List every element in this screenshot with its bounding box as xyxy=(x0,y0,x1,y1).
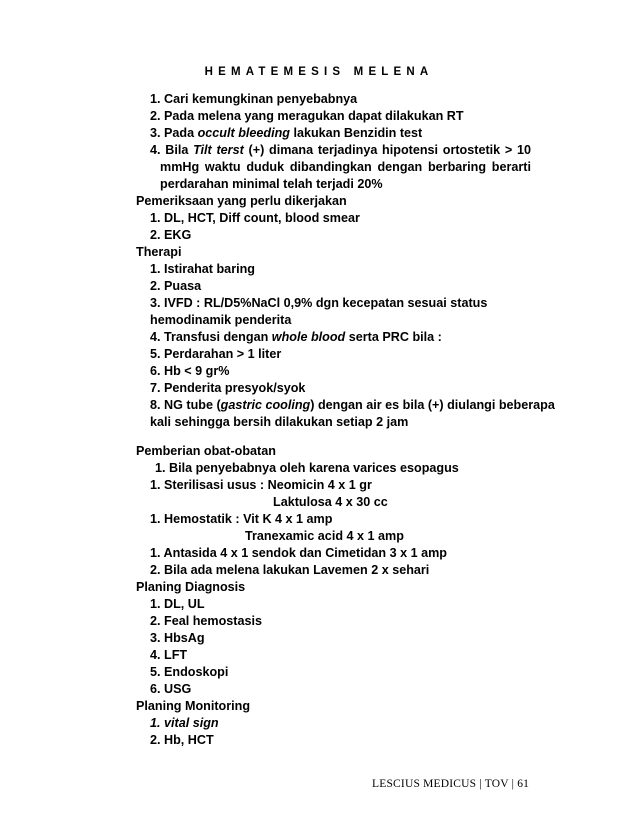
drugs-subheading: 1. Bila penyebabnya oleh karena varices esopagus xyxy=(155,461,459,475)
diagnosis-heading: Planing Diagnosis xyxy=(136,580,246,594)
therapy-item-1: 1. Istirahat baring xyxy=(150,262,255,276)
diagnosis-item-4: 4. LFT xyxy=(150,648,188,662)
therapy-item-8-line-2: kali sehingga bersih dilakukan setiap 2 jam xyxy=(150,415,409,429)
cause-item-2: 2. Pada melena yang meragukan dapat dilakukan RT xyxy=(150,109,464,123)
monitoring-item-1: 1. vital sign xyxy=(150,716,219,730)
therapy-item-2: 2. Puasa xyxy=(150,279,202,293)
page-footer: LESCIUS MEDICUS | TOV | 61 xyxy=(372,778,530,790)
therapy-item-3-line-1: 3. IVFD : RL/D5%NaCl 0,9% dgn kecepatan sesuai status xyxy=(150,296,488,310)
therapy-item-8-line-1: 8. NG tube (gastric cooling) dengan air es bila (+) diulangi beberapa xyxy=(150,398,555,412)
therapy-item-3-line-2: hemodinamik penderita xyxy=(150,313,292,327)
exam-item-2: 2. EKG xyxy=(150,228,192,242)
cause-item-4-line-1: 4. Bila Tilt terst (+) dimana terjadinya hipotensi ortostetik > 10 xyxy=(150,143,531,157)
drugs-item-tranexamic: Tranexamic acid 4 x 1 amp xyxy=(245,529,404,543)
diagnosis-item-6: 6. USG xyxy=(150,682,192,696)
drugs-item-hemostatik: 1. Hemostatik : Vit K 4 x 1 amp xyxy=(150,512,333,526)
drugs-item-antasida: 1. Antasida 4 x 1 sendok dan Cimetidan 3 x 1 amp xyxy=(150,546,447,560)
monitoring-item-2: 2. Hb, HCT xyxy=(150,733,214,747)
therapy-item-7: 7. Penderita presyok/syok xyxy=(150,381,306,395)
diagnosis-item-1: 1. DL, UL xyxy=(150,597,205,611)
therapy-heading: Therapi xyxy=(136,245,182,259)
cause-item-4-line-3: perdarahan minimal telah terjadi 20% xyxy=(160,177,383,191)
exam-heading: Pemeriksaan yang perlu dikerjakan xyxy=(136,194,347,208)
exam-item-1: 1. DL, HCT, Diff count, blood smear xyxy=(150,211,360,225)
cause-item-3: 3. Pada occult bleeding lakukan Benzidin test xyxy=(150,126,423,140)
diagnosis-item-5: 5. Endoskopi xyxy=(150,665,229,679)
cause-item-4-line-2: mmHg waktu duduk dibandingkan dengan berbaring berarti xyxy=(160,160,531,174)
diagnosis-item-2: 2. Feal hemostasis xyxy=(150,614,262,628)
therapy-item-6: 6. Hb < 9 gr% xyxy=(150,364,230,378)
cause-item-1: 1. Cari kemungkinan penyebabnya xyxy=(150,92,358,106)
drugs-item-laktulosa: Laktulosa 4 x 30 cc xyxy=(273,495,388,509)
therapy-item-4: 4. Transfusi dengan whole blood serta PRC bila : xyxy=(150,330,442,344)
diagnosis-item-3: 3. HbsAg xyxy=(150,631,205,645)
drugs-item-lavemen: 2. Bila ada melena lakukan Lavemen 2 x sehari xyxy=(150,563,430,577)
drugs-heading: Pemberian obat-obatan xyxy=(136,444,276,458)
monitoring-heading: Planing Monitoring xyxy=(136,699,251,713)
page-title: HEMATEMESIS MELENA xyxy=(204,66,434,78)
drugs-item-sterilisasi: 1. Sterilisasi usus : Neomicin 4 x 1 gr xyxy=(150,478,372,492)
therapy-item-5: 5. Perdarahan > 1 liter xyxy=(150,347,282,361)
